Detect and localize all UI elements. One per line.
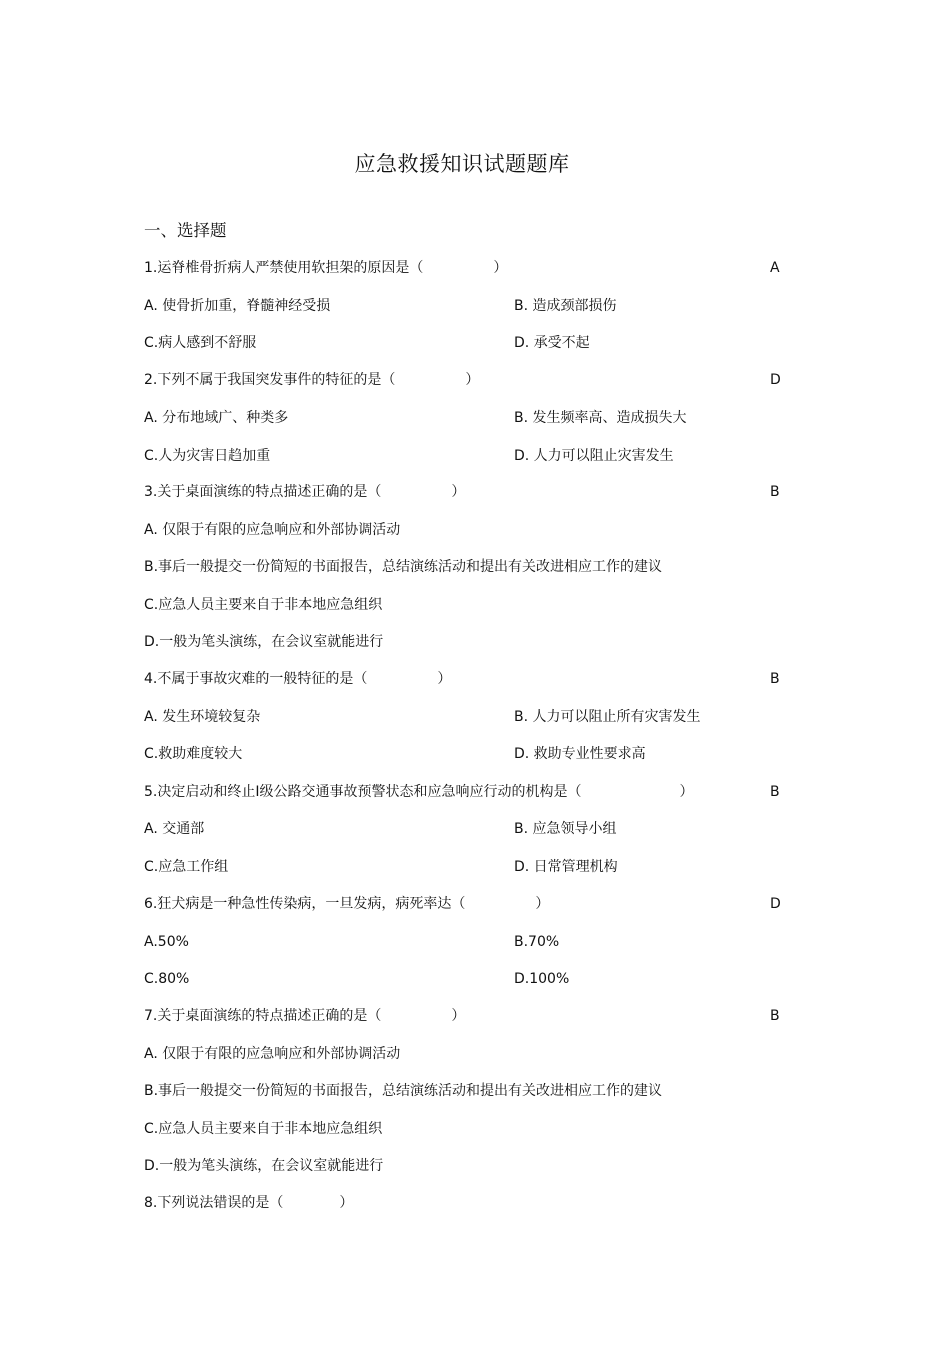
- answer-key: A: [770, 260, 780, 276]
- question-stem: 7.关于桌面演练的特点描述正确的是（ ）: [144, 1008, 466, 1024]
- answer-key: D: [770, 372, 781, 388]
- answer-key: B: [770, 671, 780, 687]
- answer-key: B: [770, 1008, 780, 1024]
- option: A.50%: [144, 934, 189, 950]
- section-heading: 一、选择题: [144, 221, 227, 240]
- option: B. 应急领导小组: [514, 821, 617, 837]
- question-stem: 4.不属于事故灾难的一般特征的是（ ）: [144, 671, 452, 687]
- option: D. 救助专业性要求高: [514, 746, 646, 762]
- option: A. 仅限于有限的应急响应和外部协调活动: [144, 522, 401, 538]
- option: B.事后一般提交一份简短的书面报告，总结演练活动和提出有关改进相应工作的建议: [144, 559, 663, 575]
- option: C.病人感到不舒服: [144, 335, 257, 351]
- option: C.应急人员主要来自于非本地应急组织: [144, 1121, 383, 1137]
- option: B. 人力可以阻止所有灾害发生: [514, 709, 701, 725]
- option: D. 日常管理机构: [514, 859, 618, 875]
- option: C.救助难度较大: [144, 746, 243, 762]
- option: B. 发生频率高、造成损失大: [514, 410, 687, 426]
- question-stem: 3.关于桌面演练的特点描述正确的是（ ）: [144, 484, 466, 500]
- option: A. 发生环境较复杂: [144, 709, 261, 725]
- option: A. 交通部: [144, 821, 205, 837]
- option: A. 分布地域广、种类多: [144, 410, 289, 426]
- option: A. 使骨折加重，脊髓神经受损: [144, 298, 331, 314]
- question-stem: 8.下列说法错误的是（ ）: [144, 1195, 354, 1211]
- option: A. 仅限于有限的应急响应和外部协调活动: [144, 1046, 401, 1062]
- answer-key: B: [770, 484, 780, 500]
- option: B.事后一般提交一份简短的书面报告，总结演练活动和提出有关改进相应工作的建议: [144, 1083, 663, 1099]
- option: C.应急工作组: [144, 859, 229, 875]
- option: C.人为灾害日趋加重: [144, 448, 271, 464]
- answer-key: D: [770, 896, 781, 912]
- question-stem: 5.决定启动和终止Ⅰ级公路交通事故预警状态和应急响应行动的机构是（ ）: [144, 784, 694, 800]
- option: C.应急人员主要来自于非本地应急组织: [144, 597, 383, 613]
- question-stem: 6.狂犬病是一种急性传染病，一旦发病，病死率达（ ）: [144, 896, 550, 912]
- question-stem: 1.运脊椎骨折病人严禁使用软担架的原因是（ ）: [144, 260, 508, 276]
- option: D. 人力可以阻止灾害发生: [514, 448, 674, 464]
- option: B.70%: [514, 934, 560, 950]
- document-title: 应急救援知识试题题库: [354, 152, 570, 176]
- option: D.一般为笔头演练，在会议室就能进行: [144, 634, 384, 650]
- option: D. 承受不起: [514, 335, 590, 351]
- question-stem: 2.下列不属于我国突发事件的特征的是（ ）: [144, 372, 480, 388]
- option: D.100%: [514, 971, 570, 987]
- option: D.一般为笔头演练，在会议室就能进行: [144, 1158, 384, 1174]
- option: B. 造成颈部损伤: [514, 298, 617, 314]
- option: C.80%: [144, 971, 190, 987]
- answer-key: B: [770, 784, 780, 800]
